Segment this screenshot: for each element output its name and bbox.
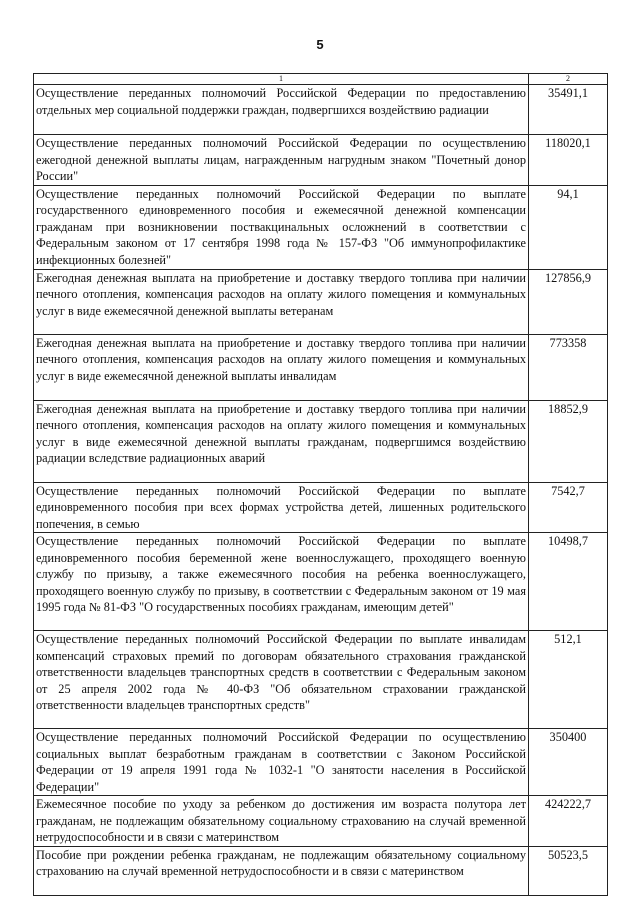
table-row bbox=[34, 631, 608, 729]
row-amount: 118020,1 bbox=[529, 135, 608, 186]
table-row bbox=[34, 185, 608, 269]
table-row bbox=[34, 135, 608, 186]
table-row bbox=[34, 796, 608, 847]
budget-table bbox=[33, 73, 608, 896]
table-row bbox=[34, 334, 608, 400]
row-amount: 10498,7 bbox=[529, 533, 608, 631]
row-description: Осуществление переданных полномочий Российской Федерации по осуществлению ежегодной денежной выплаты лицам, награжденным нагрудным знаком "Почетный донор России" bbox=[34, 135, 529, 186]
row-amount: 350400 bbox=[529, 729, 608, 796]
row-description: Осуществление переданных полномочий Российской Федерации по выплате единовременного пособия при всех формах устройства детей, лишенных родительского попечения, в семью bbox=[34, 482, 529, 533]
page-number: 5 bbox=[316, 37, 324, 52]
row-description: Осуществление переданных полномочий Российской Федерации по выплате инвалидам компенсаций страховых премий по договорам обязательного страхования гражданской ответственности владельцев транспортных средств в соответствии с Федеральным законом от 25 апреля 2002 года № 40-ФЗ "Об обязательном страховании гражданской ответственности владельцев транспортных средств" bbox=[34, 631, 529, 729]
row-description: Пособие при рождении ребенка гражданам, не подлежащим обязательному социальному страхованию на случай временной нетрудоспособности и в связи с материнством bbox=[34, 846, 529, 895]
row-description: Осуществление переданных полномочий Российской Федерации по выплате единовременного пособия беременной жене военнослужащего, проходящего военную службу по призыву, а также ежемесячного пособия на ребенка военнослужащего, проходящего военную службу по призыву, в соответствии с Федеральным законом от 19 мая 1995 года № 81-ФЗ "О государственных пособиях гражданам, имеющим детей" bbox=[34, 533, 529, 631]
row-amount: 424222,7 bbox=[529, 796, 608, 847]
row-description: Ежегодная денежная выплата на приобретение и доставку твердого топлива при наличии печного отопления, компенсация расходов на оплату жилого помещения и коммунальных услуг в виде ежемесячной денежной выплаты ветеранам bbox=[34, 269, 529, 334]
row-amount: 127856,9 bbox=[529, 269, 608, 334]
column-header-amount: 2 bbox=[529, 74, 608, 85]
row-amount: 7542,7 bbox=[529, 482, 608, 533]
header-row bbox=[34, 74, 608, 85]
table-row bbox=[34, 533, 608, 631]
row-description: Ежегодная денежная выплата на приобретение и доставку твердого топлива при наличии печного отопления, компенсация расходов на оплату жилого помещения и коммунальных услуг в виде ежемесячной денежной выплаты инвалидам bbox=[34, 334, 529, 400]
table-row bbox=[34, 269, 608, 334]
table-row bbox=[34, 482, 608, 533]
row-amount: 35491,1 bbox=[529, 85, 608, 135]
row-description: Ежемесячное пособие по уходу за ребенком до достижения им возраста полутора лет гражданам, не подлежащим обязательному социальному страхованию на случай временной нетрудоспособности и в связи с материнством bbox=[34, 796, 529, 847]
row-amount: 512,1 bbox=[529, 631, 608, 729]
row-description: Осуществление переданных полномочий Российской Федерации по предоставлению отдельных мер социальной поддержки граждан, подвергшихся воздействию радиации bbox=[34, 85, 529, 135]
column-header-description: 1 bbox=[34, 74, 529, 85]
table-row bbox=[34, 85, 608, 135]
table-row bbox=[34, 729, 608, 796]
row-amount: 50523,5 bbox=[529, 846, 608, 895]
row-description: Осуществление переданных полномочий Российской Федерации по выплате государственного единовременного пособия и ежемесячной денежной компенсации гражданам при возникновении поствакцинальных осложнений в соответствии с Федеральным законом от 17 сентября 1998 года № 157-ФЗ "Об иммунопрофилактике инфекционных болезней" bbox=[34, 185, 529, 269]
table-row bbox=[34, 846, 608, 895]
row-amount: 18852,9 bbox=[529, 400, 608, 482]
row-description: Ежегодная денежная выплата на приобретение и доставку твердого топлива при наличии печного отопления, компенсация расходов на оплату жилого помещения и коммунальных услуг в виде ежемесячной денежной выплаты гражданам, подвергшимся воздействию радиации вследствие радиационных аварий bbox=[34, 400, 529, 482]
row-amount: 773358 bbox=[529, 334, 608, 400]
row-description: Осуществление переданных полномочий Российской Федерации по осуществлению социальных выплат безработным гражданам в соответствии с Законом Российской Федерации от 19 апреля 1991 года № 1032-1 "О занятости населения в Российской Федерации" bbox=[34, 729, 529, 796]
table-row bbox=[34, 400, 608, 482]
row-amount: 94,1 bbox=[529, 185, 608, 269]
